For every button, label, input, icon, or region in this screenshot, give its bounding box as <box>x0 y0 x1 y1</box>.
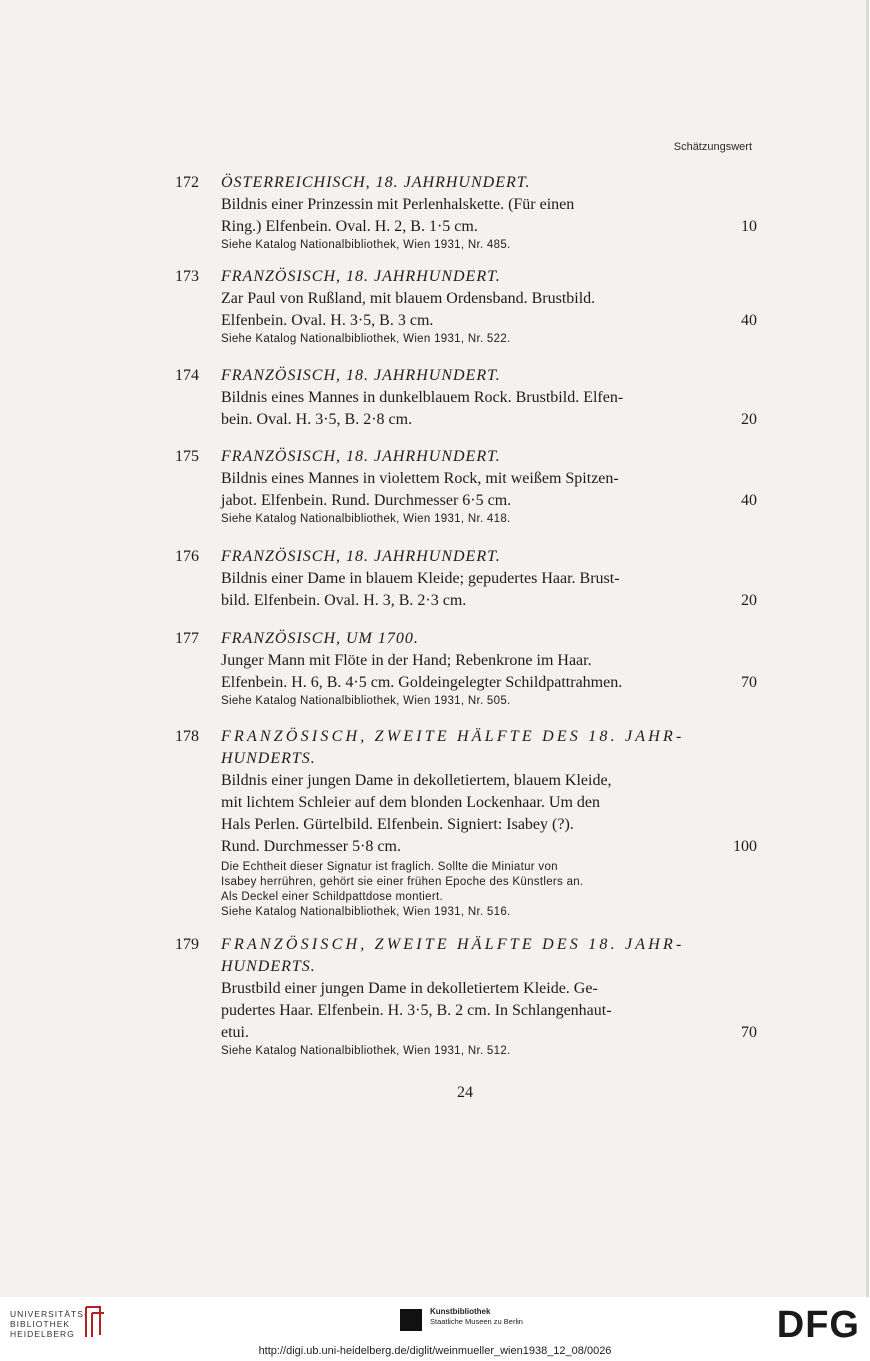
entry-desc-line: Bildnis eines Mannes in violettem Rock, mit weißem Spitzen- <box>221 470 619 487</box>
entry-desc-line: bild. Elfenbein. Oval. H. 3, B. 2·3 cm. <box>221 592 467 609</box>
entry-title: ÖSTERREICHISCH, 18. JAHRHUNDERT. <box>221 174 531 191</box>
catalog-entry-172 <box>175 172 757 253</box>
entry-value: 40 <box>741 492 757 509</box>
footer-bar <box>0 1297 870 1361</box>
entry-number: 178 <box>175 728 199 745</box>
entry-desc-line: Zar Paul von Rußland, mit blauem Ordensband. Brustbild. <box>221 290 596 307</box>
entry-desc-line: Junger Mann mit Flöte in der Hand; Rebenkrone im Haar. <box>221 652 592 669</box>
university-library-logo[interactable] <box>10 1309 88 1339</box>
entry-desc-line: Brustbild einer jungen Dame in dekolletiertem Kleide. Ge- <box>221 980 598 997</box>
entry-desc-line: Hals Perlen. Gürtelbild. Elfenbein. Signiert: Isabey (?). <box>221 816 574 833</box>
uni-logo-line: UNIVERSITÄTS- <box>10 1309 88 1319</box>
entry-desc-line: Elfenbein. H. 6, B. 4·5 cm. Goldeingelegter Schildpattrahmen. <box>221 674 623 691</box>
entry-note: Siehe Katalog Nationalbibliothek, Wien 1931, Nr. 522. <box>221 333 511 345</box>
entry-value: 20 <box>741 411 757 428</box>
entry-title-line: HUNDERTS. <box>221 750 316 767</box>
entry-title-line: HUNDERTS. <box>221 958 316 975</box>
page-number: 24 <box>457 1084 473 1101</box>
entry-number: 179 <box>175 936 199 953</box>
entry-number: 177 <box>175 630 199 647</box>
uni-logo-line: BIBLIOTHEK <box>10 1319 71 1329</box>
university-seal-icon <box>80 1305 106 1339</box>
entry-note: Als Deckel einer Schildpattdose montiert. <box>221 891 443 903</box>
entry-title: FRANZÖSISCH, 18. JAHRHUNDERT. <box>221 367 501 384</box>
entry-desc-line: etui. <box>221 1024 249 1041</box>
entry-title: FRANZÖSISCH, UM 1700. <box>221 630 419 647</box>
entry-note: Siehe Katalog Nationalbibliothek, Wien 1931, Nr. 512. <box>221 1045 511 1057</box>
entry-desc-line: Rund. Durchmesser 5·8 cm. <box>221 838 401 855</box>
entry-number: 173 <box>175 268 199 285</box>
entry-number: 175 <box>175 448 199 465</box>
catalog-entry-175 <box>175 446 757 527</box>
catalog-entry-179 <box>175 934 757 1059</box>
entry-desc-line: Bildnis einer Prinzessin mit Perlenhalskette. (Für einen <box>221 196 575 213</box>
catalog-entry-178 <box>175 726 757 920</box>
entry-desc-line: Bildnis einer Dame in blauem Kleide; gepudertes Haar. Brust- <box>221 570 620 587</box>
entry-note: Die Echtheit dieser Signatur ist fraglich. Sollte die Miniatur von <box>221 861 558 873</box>
entry-desc-line: Elfenbein. Oval. H. 3·5, B. 3 cm. <box>221 312 434 329</box>
kunstbibliothek-mark-icon <box>400 1309 422 1331</box>
kunstbibliothek-logo[interactable] <box>400 1305 540 1333</box>
entry-number: 174 <box>175 367 199 384</box>
entry-title-line: FRANZÖSISCH, ZWEITE HÄLFTE DES 18. JAHR- <box>221 728 685 745</box>
entry-value: 20 <box>741 592 757 609</box>
permalink-url[interactable]: http://digi.ub.uni-heidelberg.de/diglit/weinmueller_wien1938_12_08/0026 <box>258 1345 612 1357</box>
uni-logo-line: HEIDELBERG <box>10 1329 75 1339</box>
kb-title: Kunstbibliothek <box>430 1307 491 1316</box>
entry-note: Siehe Katalog Nationalbibliothek, Wien 1931, Nr. 505. <box>221 695 511 707</box>
catalog-entry-173 <box>175 266 757 347</box>
entry-note: Isabey herrühren, gehört sie einer frühen Epoche des Künstlers an. <box>221 876 584 888</box>
entry-desc-line: Bildnis eines Mannes in dunkelblauem Rock. Brustbild. Elfen- <box>221 389 624 406</box>
entry-desc-line: jabot. Elfenbein. Rund. Durchmesser 6·5 cm. <box>221 492 512 509</box>
entry-number: 176 <box>175 548 199 565</box>
entry-title-line: FRANZÖSISCH, ZWEITE HÄLFTE DES 18. JAHR- <box>221 936 685 953</box>
entry-desc-line: bein. Oval. H. 3·5, B. 2·8 cm. <box>221 411 413 428</box>
entry-value: 100 <box>733 838 757 855</box>
entry-number: 172 <box>175 174 199 191</box>
entry-value: 40 <box>741 312 757 329</box>
entry-note: Siehe Katalog Nationalbibliothek, Wien 1931, Nr. 485. <box>221 239 511 251</box>
entry-desc-line: mit lichtem Schleier auf dem blonden Lockenhaar. Um den <box>221 794 600 811</box>
header-estimate-label: Schätzungswert <box>673 141 752 153</box>
entry-note: Siehe Katalog Nationalbibliothek, Wien 1931, Nr. 418. <box>221 513 511 525</box>
kb-subtitle: Staatliche Museen zu Berlin <box>430 1317 523 1326</box>
entry-title: FRANZÖSISCH, 18. JAHRHUNDERT. <box>221 268 501 285</box>
entry-desc-line: pudertes Haar. Elfenbein. H. 3·5, B. 2 cm. In Schlangenhaut- <box>221 1002 612 1019</box>
catalog-entry-176 <box>175 546 757 612</box>
entry-title: FRANZÖSISCH, 18. JAHRHUNDERT. <box>221 548 501 565</box>
entry-note: Siehe Katalog Nationalbibliothek, Wien 1931, Nr. 516. <box>221 906 511 918</box>
catalog-entry-174 <box>175 365 757 431</box>
entry-desc-line: Ring.) Elfenbein. Oval. H. 2, B. 1·5 cm. <box>221 218 478 235</box>
entry-value: 10 <box>741 218 757 235</box>
dfg-logo[interactable]: DFG <box>776 1304 860 1346</box>
entry-title: FRANZÖSISCH, 18. JAHRHUNDERT. <box>221 448 501 465</box>
entry-value: 70 <box>741 674 757 691</box>
entry-desc-line: Bildnis einer jungen Dame in dekolletiertem, blauem Kleide, <box>221 772 612 789</box>
entry-value: 70 <box>741 1024 757 1041</box>
catalog-entry-177 <box>175 628 757 709</box>
